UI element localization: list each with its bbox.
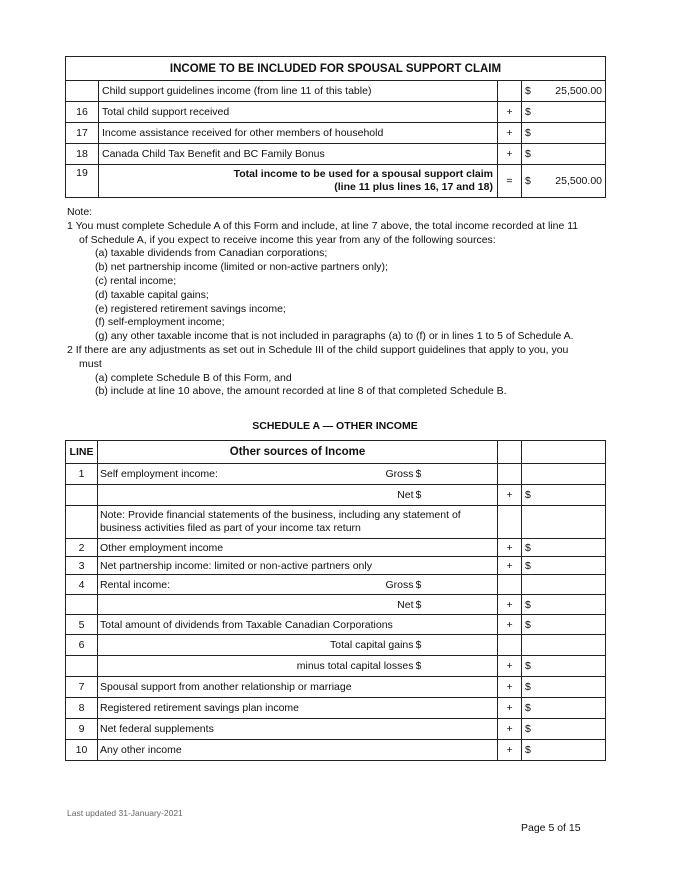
amount-cell (522, 539, 606, 557)
amount-cell (522, 557, 606, 575)
operator (498, 81, 522, 102)
amount-cell (522, 740, 606, 761)
operator: = (498, 165, 522, 198)
list-item: (f) self-employment income; (95, 316, 225, 329)
capital-gains-label: Total capital gains (98, 635, 416, 656)
row-description: Any other income (98, 740, 498, 761)
line-number: 6 (66, 635, 98, 656)
currency-symbol: $ (415, 639, 422, 651)
operator: + (498, 144, 522, 165)
row-description: Net partnership income: limited or non-active partners only (98, 557, 498, 575)
amount-cell (522, 102, 606, 123)
table-row (66, 740, 606, 761)
currency-symbol: $ (525, 744, 531, 756)
currency-symbol: $ (525, 681, 531, 693)
amount-field[interactable]: 25,500.00 (555, 85, 602, 97)
line-number (66, 81, 99, 102)
line-number: 16 (66, 102, 99, 123)
table-row (66, 698, 606, 719)
table-row (66, 144, 606, 165)
row-description: Total amount of dividends from Taxable Canadian Corporations (98, 615, 498, 635)
operator: + (498, 698, 522, 719)
table-row (66, 123, 606, 144)
schedule-a-title: SCHEDULE A — OTHER INCOME (252, 420, 418, 432)
total-sublabel: (line 11 plus lines 16, 17 and 18) (334, 181, 493, 193)
amount-cell (522, 595, 606, 615)
row-description: Other employment income (98, 539, 498, 557)
operator: + (498, 539, 522, 557)
amount-field[interactable]: 25,500.00 (555, 175, 602, 187)
currency-symbol: $ (525, 106, 531, 118)
note-1-cont: of Schedule A, if you expect to receive income this year from any of the following sources: (79, 233, 496, 246)
currency-symbol: $ (525, 660, 531, 672)
list-item: (c) rental income; (95, 274, 177, 287)
table-row (66, 595, 606, 615)
notes-heading: Note: (67, 206, 93, 218)
table-row (66, 677, 606, 698)
page-number: Page 5 of 15 (521, 822, 581, 834)
operator: + (498, 485, 522, 506)
amount-cell (522, 656, 606, 677)
line-number: 2 (66, 539, 98, 557)
row-description: Rental income: (100, 578, 171, 591)
net-label: Net (98, 595, 416, 615)
amount-cell (416, 485, 498, 506)
operator: + (498, 656, 522, 677)
note-2-cont: must (79, 357, 102, 370)
currency-symbol: $ (525, 598, 531, 611)
row-description: Net federal supplements (98, 719, 498, 740)
line-number: 17 (66, 123, 99, 144)
operator: + (498, 595, 522, 615)
list-item: (b) net partnership income (limited or non-active partners only); (95, 261, 388, 274)
total-label: Total income to be used for a spousal support claim (233, 168, 493, 180)
currency-symbol: $ (415, 660, 422, 672)
currency-symbol: $ (525, 559, 531, 572)
list-item: (a) complete Schedule B of this Form, and (95, 371, 292, 384)
list-item: (g) any other taxable income that is not included in paragraphs (a) to (f) or in lines 1 to 5 of Schedule A. (95, 330, 574, 343)
currency-symbol: $ (415, 468, 422, 480)
amount-cell (416, 464, 498, 485)
currency-symbol: $ (525, 148, 531, 160)
currency-symbol: $ (525, 85, 531, 97)
table-row (66, 557, 606, 575)
table-row (66, 81, 606, 102)
row-description: Child support guidelines income (from line 11 of this table) (99, 81, 498, 102)
currency-symbol: $ (525, 489, 531, 501)
currency-symbol: $ (415, 489, 422, 501)
gross-label: Gross (385, 468, 414, 480)
currency-symbol: $ (525, 723, 531, 735)
net-label: Net (98, 485, 416, 506)
row-description (99, 165, 498, 198)
amount-cell (522, 81, 606, 102)
currency-symbol: $ (415, 598, 422, 611)
amount-cell (522, 165, 606, 198)
table-row (66, 575, 606, 595)
self-employment-note: Note: Provide financial statements of the business, including any statement of business activities filed as part of your income tax return (98, 506, 498, 539)
amount-cell (522, 144, 606, 165)
operator: + (498, 102, 522, 123)
line-number: 18 (66, 144, 99, 165)
amount-cell (522, 677, 606, 698)
table-row (66, 102, 606, 123)
note-1: 1 You must complete Schedule A of this Form and include, at line 7 above, the total income recorded at line 11 (67, 219, 579, 232)
table-title: INCOME TO BE INCLUDED FOR SPOUSAL SUPPORT CLAIM (66, 57, 606, 81)
amount-cell (416, 635, 498, 656)
operator: + (498, 719, 522, 740)
table-row (66, 656, 606, 677)
schedule-a-table (65, 440, 606, 761)
line-number: 7 (66, 677, 98, 698)
line-number: 9 (66, 719, 98, 740)
line-number: 5 (66, 615, 98, 635)
capital-losses-label: minus total capital losses (98, 656, 416, 677)
list-item: (d) taxable capital gains; (95, 288, 209, 301)
currency-symbol: $ (525, 127, 531, 139)
line-number: 19 (66, 165, 99, 198)
list-item: (e) registered retirement savings income; (95, 302, 286, 315)
list-item: (b) include at line 10 above, the amount recorded at line 8 of that completed Schedule B. (95, 385, 507, 398)
note-2: 2 If there are any adjustments as set out in Schedule III of the child support guidelines that apply to you, you (67, 343, 569, 356)
table-row (66, 165, 606, 198)
amount-cell (522, 123, 606, 144)
column-header-line: LINE (66, 441, 98, 464)
row-description: Total child support received (99, 102, 498, 123)
table-row (66, 635, 606, 656)
spousal-support-income-table (65, 56, 606, 198)
gross-label: Gross (385, 578, 414, 591)
amount-cell (416, 575, 498, 595)
column-header-sources: Other sources of Income (98, 441, 498, 464)
operator: + (498, 615, 522, 635)
currency-symbol: $ (525, 541, 531, 554)
amount-cell (522, 485, 606, 506)
last-updated: Last updated 31-January-2021 (67, 808, 183, 818)
line-number: 1 (66, 464, 98, 485)
operator: + (498, 557, 522, 575)
line-number: 8 (66, 698, 98, 719)
list-item: (a) taxable dividends from Canadian corporations; (95, 247, 328, 260)
operator: + (498, 677, 522, 698)
row-description: Income assistance received for other members of household (99, 123, 498, 144)
table-row (66, 464, 606, 485)
operator: + (498, 123, 522, 144)
table-row (66, 485, 606, 506)
currency-symbol: $ (415, 578, 422, 591)
row-description: Canada Child Tax Benefit and BC Family Bonus (99, 144, 498, 165)
table-row (66, 719, 606, 740)
amount-cell (522, 719, 606, 740)
amount-cell (522, 698, 606, 719)
table-row (66, 506, 606, 539)
notes-section (67, 206, 607, 399)
amount-cell (522, 615, 606, 635)
row-description: Registered retirement savings plan income (98, 698, 498, 719)
row-description: Spousal support from another relationship or marriage (98, 677, 498, 698)
currency-symbol: $ (525, 702, 531, 714)
line-number: 4 (66, 575, 98, 595)
row-description: Self employment income: (100, 468, 218, 480)
amount-cell (416, 595, 498, 615)
amount-cell (416, 656, 498, 677)
line-number: 3 (66, 557, 98, 575)
operator: + (498, 740, 522, 761)
line-number: 10 (66, 740, 98, 761)
table-row (66, 539, 606, 557)
currency-symbol: $ (525, 175, 531, 187)
table-row (66, 615, 606, 635)
currency-symbol: $ (525, 618, 531, 631)
